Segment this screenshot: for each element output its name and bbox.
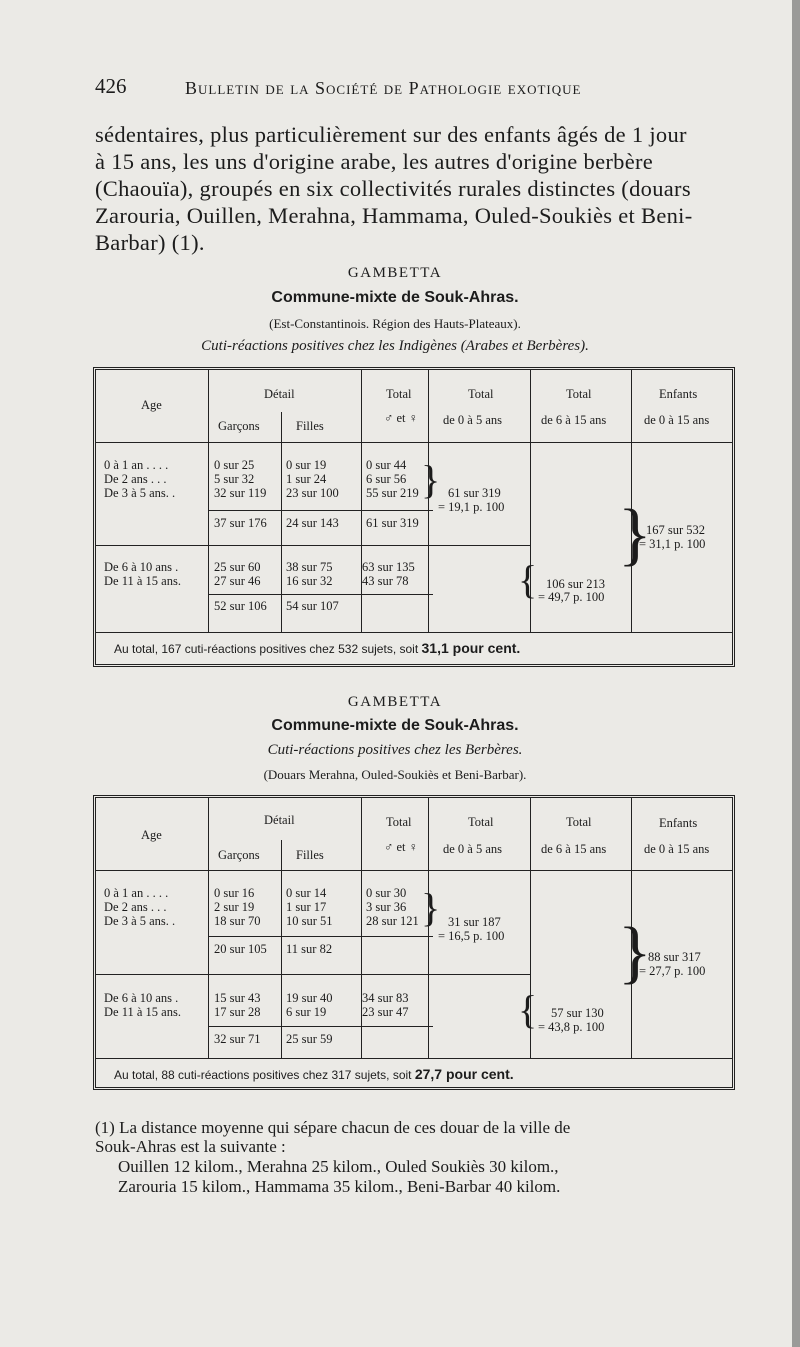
table2 — [93, 795, 735, 1090]
table-row-age: De 3 à 5 ans. . — [104, 914, 176, 928]
table-cell: 31 sur 187 — [448, 915, 501, 929]
table-cell: 61 sur 319 — [448, 486, 501, 500]
body-line-4: Zarouria, Ouillen, Merahna, Hammama, Ouled-Soukiès et Beni- — [95, 203, 693, 228]
table-row-age: De 3 à 5 ans. . — [104, 486, 176, 500]
table-cell: 63 sur 135 — [362, 560, 415, 574]
col-enfants-sub: de 0 à 15 ans — [644, 842, 710, 856]
body-line-5: Barbar) (1). — [95, 230, 205, 255]
table2-caption: Cuti-réactions positives chez les Berbères. — [267, 742, 523, 758]
table-cell: 32 sur 71 — [214, 1032, 261, 1046]
table-cell: 3 sur 36 — [366, 900, 407, 914]
table-cell: 0 sur 44 — [366, 458, 407, 472]
col-total-05: Total — [468, 387, 494, 401]
col-total-05-sub: de 0 à 5 ans — [443, 842, 503, 856]
table-cell: 17 sur 28 — [214, 1005, 261, 1019]
table-cell: 27 sur 46 — [214, 574, 261, 588]
body-line-2: à 15 ans, les uns d'origine arabe, les autres d'origine berbère — [95, 149, 654, 174]
table-cell: 167 sur 532 — [646, 523, 706, 537]
col-total-615: Total — [566, 387, 592, 401]
total-text: Au total, 88 cuti-réactions positives chez 317 sujets, soit — [114, 1068, 412, 1082]
table2-region: (Douars Merahna, Ouled-Soukiès et Beni-Barbar). — [263, 767, 527, 782]
col-total-05-sub: de 0 à 5 ans — [443, 413, 503, 427]
col-total-sex: Total — [386, 815, 412, 829]
table2-heading: GAMBETTA — [347, 694, 443, 710]
table-cell: 32 sur 119 — [214, 486, 267, 500]
col-enfants-sub: de 0 à 15 ans — [644, 413, 710, 427]
table-row-age: De 6 à 10 ans . — [104, 560, 179, 574]
table1-region: (Est-Constantinois. Région des Hauts-Plateaux). — [269, 316, 521, 331]
table-cell: = 27,7 p. 100 — [639, 964, 706, 978]
footnote-line-2: Souk-Ahras est la suivante : — [95, 1137, 286, 1156]
table-row-age: De 2 ans . . . — [104, 472, 167, 486]
table-row-age: De 11 à 15 ans. — [104, 1005, 181, 1019]
table2-subheading: Commune-mixte de Souk-Ahras. — [271, 717, 519, 734]
col-total-615-sub: de 6 à 15 ans — [541, 842, 607, 856]
col-detail: Détail — [264, 387, 295, 401]
col-total-615: Total — [566, 815, 592, 829]
table-row-age: De 2 ans . . . — [104, 900, 167, 914]
table-cell: 43 sur 78 — [362, 574, 409, 588]
table-cell: 106 sur 213 — [546, 577, 606, 591]
table-cell: 1 sur 24 — [286, 472, 327, 486]
footnote-line-3: Ouillen 12 kilom., Merahna 25 kilom., Ouled Soukiès 30 kilom., — [118, 1157, 559, 1176]
table-row-age: De 6 à 10 ans . — [104, 991, 179, 1005]
table-cell: 25 sur 59 — [286, 1032, 333, 1046]
table-cell: 34 sur 83 — [362, 991, 409, 1005]
table-cell: = 19,1 p. 100 — [438, 500, 505, 514]
col-total-615-sub: de 6 à 15 ans — [541, 413, 607, 427]
table-cell: 18 sur 70 — [214, 914, 261, 928]
body-line-3: (Chaouïa), groupés en six collectivités rurales distinctes (douars — [95, 176, 691, 201]
table-cell: 25 sur 60 — [214, 560, 261, 574]
table-row-age: De 11 à 15 ans. — [104, 574, 181, 588]
table-cell: 0 sur 30 — [366, 886, 407, 900]
table-cell: 5 sur 32 — [214, 472, 255, 486]
table-cell: 23 sur 100 — [286, 486, 339, 500]
table-cell: 15 sur 43 — [214, 991, 261, 1005]
table2-total-line — [114, 1066, 514, 1082]
table-cell: 6 sur 19 — [286, 1005, 327, 1019]
table1 — [93, 367, 735, 667]
table-cell: 38 sur 75 — [286, 560, 333, 574]
table1-heading: GAMBETTA — [347, 265, 443, 281]
table-cell: 19 sur 40 — [286, 991, 333, 1005]
col-enfants: Enfants — [659, 387, 698, 401]
table-cell: 10 sur 51 — [286, 914, 333, 928]
brace-icon: } — [421, 457, 441, 502]
brace-icon: { — [518, 557, 538, 602]
page-edge — [792, 0, 800, 1347]
table-cell: 0 sur 14 — [286, 886, 327, 900]
table-cell: 23 sur 47 — [362, 1005, 409, 1019]
table1-subheading: Commune-mixte de Souk-Ahras. — [271, 289, 519, 306]
col-enfants: Enfants — [659, 816, 698, 830]
table-cell: = 43,8 p. 100 — [538, 1020, 605, 1034]
table1-caption: Cuti-réactions positives chez les Indigènes (Arabes et Berbères). — [201, 338, 589, 354]
table-cell: 57 sur 130 — [551, 1006, 604, 1020]
col-total-05: Total — [468, 815, 494, 829]
total-text: Au total, 167 cuti-réactions positives chez 532 sujets, soit — [114, 642, 419, 656]
total-emphasis: 27,7 pour cent. — [414, 1066, 514, 1082]
table-cell: = 16,5 p. 100 — [438, 929, 505, 943]
table-cell: 16 sur 32 — [286, 574, 333, 588]
table-cell: 0 sur 19 — [286, 458, 327, 472]
col-garcons: Garçons — [218, 848, 260, 862]
footnote-line-4: Zarouria 15 kilom., Hammama 35 kilom., Beni-Barbar 40 kilom. — [118, 1177, 561, 1196]
table-cell: 11 sur 82 — [286, 942, 333, 956]
brace-icon: } — [421, 885, 441, 930]
table-cell: 0 sur 25 — [214, 458, 255, 472]
table-row-age: 0 à 1 an . . . . — [104, 458, 169, 472]
table-cell: 88 sur 317 — [648, 950, 701, 964]
table-cell: 52 sur 106 — [214, 599, 267, 613]
col-filles: Filles — [296, 419, 324, 433]
table-cell: 37 sur 176 — [214, 516, 267, 530]
table-cell: 1 sur 17 — [286, 900, 327, 914]
table-cell: 6 sur 56 — [366, 472, 407, 486]
table-row-age: 0 à 1 an . . . . — [104, 886, 169, 900]
table-cell: 24 sur 143 — [286, 516, 339, 530]
table-cell: 20 sur 105 — [214, 942, 267, 956]
table-cell: = 31,1 p. 100 — [639, 537, 706, 551]
col-filles: Filles — [296, 848, 324, 862]
col-detail: Détail — [264, 813, 295, 827]
page-number: 426 — [95, 74, 127, 98]
footnote-line-1: (1) La distance moyenne qui sépare chacun de ces douar de la ville de — [95, 1118, 571, 1137]
table-cell: 54 sur 107 — [286, 599, 339, 613]
table-cell: 2 sur 19 — [214, 900, 255, 914]
col-age: Age — [141, 398, 162, 412]
col-age: Age — [141, 828, 162, 842]
body-line-1: sédentaires, plus particulièrement sur des enfants âgés de 1 jour — [95, 122, 687, 147]
running-header: Bulletin de la Société de Pathologie exotique — [185, 78, 582, 98]
col-sex-symbols: ♂ et ♀ — [384, 840, 419, 854]
brace-icon: } — [618, 914, 652, 991]
table-cell: 61 sur 319 — [366, 516, 419, 530]
table-cell: 55 sur 219 — [366, 486, 419, 500]
total-emphasis: 31,1 pour cent. — [421, 640, 521, 656]
table1-total-line — [114, 640, 520, 656]
col-garcons: Garçons — [218, 419, 260, 433]
table-cell: 0 sur 16 — [214, 886, 255, 900]
brace-icon: } — [618, 496, 652, 573]
table-cell: = 49,7 p. 100 — [538, 590, 605, 604]
col-sex-symbols: ♂ et ♀ — [384, 411, 419, 425]
col-total-sex: Total — [386, 387, 412, 401]
table-cell: 28 sur 121 — [366, 914, 419, 928]
brace-icon: { — [518, 987, 538, 1032]
